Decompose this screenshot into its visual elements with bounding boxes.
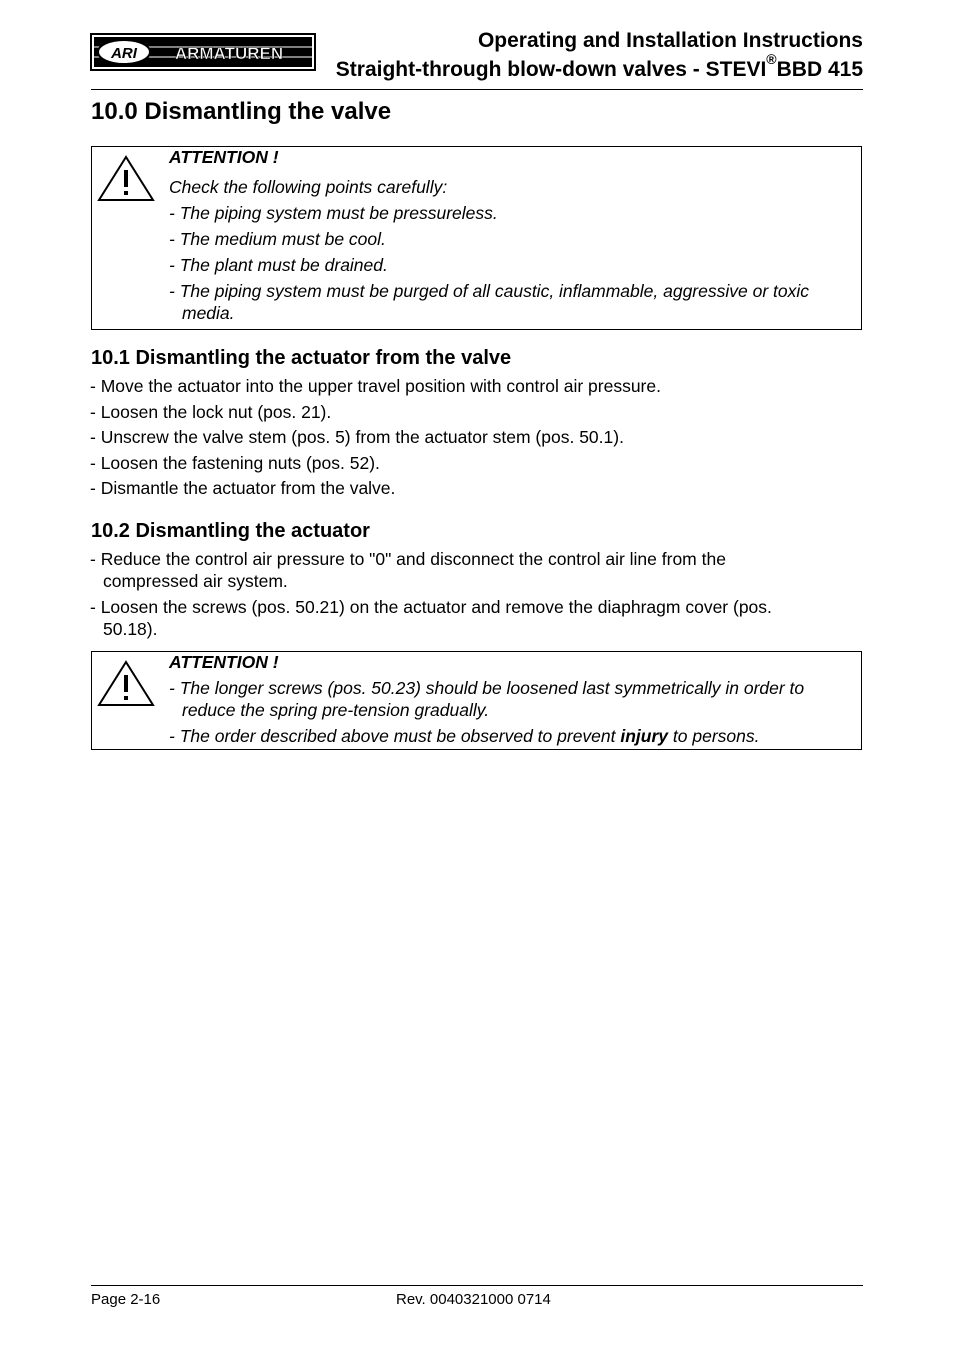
attention-heading: ATTENTION ! bbox=[169, 652, 279, 672]
warning-triangle-icon bbox=[97, 659, 155, 707]
ari-armaturen-logo bbox=[90, 33, 316, 71]
revision-number: Rev. 0040321000 0714 bbox=[396, 1291, 551, 1308]
attention-emphasis: injury bbox=[620, 726, 669, 746]
title-line-2 bbox=[335, 51, 863, 84]
attention-box-1-content bbox=[169, 147, 853, 324]
attention-item: - The piping system must be pressureless. bbox=[169, 203, 498, 223]
section-title: 10.0 Dismantling the valve bbox=[91, 98, 392, 125]
subsection-10-2-title: 10.2 Dismantling the actuator bbox=[91, 520, 370, 542]
attention-box-1 bbox=[91, 146, 862, 330]
step-item: - Unscrew the valve stem (pos. 5) from the actuator stem (pos. 50.1). bbox=[90, 427, 624, 447]
logo-emblem-text: ARI bbox=[111, 45, 137, 62]
attention-item bbox=[169, 725, 853, 747]
title-product: Straight-through blow-down valves - STEVI bbox=[335, 58, 767, 81]
attention-box-2-content bbox=[169, 652, 853, 747]
attention-intro: Check the following points carefully: bbox=[169, 177, 448, 197]
attention-box-2 bbox=[91, 651, 862, 750]
page-number: Page 2-16 bbox=[91, 1291, 161, 1308]
subsection-10-2-steps bbox=[90, 548, 802, 640]
step-item: - Dismantle the actuator from the valve. bbox=[90, 478, 396, 498]
warning-triangle-icon bbox=[97, 154, 155, 202]
step-item: - Reduce the control air pressure to "0" and disconnect the control air line from the compressed air system. bbox=[90, 549, 726, 591]
step-item: - Loosen the lock nut (pos. 21). bbox=[90, 401, 332, 422]
step-item: - Loosen the fastening nuts (pos. 52). bbox=[90, 452, 380, 473]
attention-item: - The plant must be drained. bbox=[169, 255, 388, 275]
attention-item: - The piping system must be purged of all caustic, inflammable, aggressive or toxic media. bbox=[169, 281, 810, 323]
logo-name-text: ARMATUREN bbox=[174, 44, 284, 63]
attention-item-text: to persons. bbox=[668, 726, 760, 746]
attention-item-text: - The order described above must be observed to prevent bbox=[169, 726, 621, 746]
title-line-1: Operating and Installation Instructions bbox=[477, 29, 863, 52]
title-model: BBD 415 bbox=[776, 58, 863, 81]
footer-divider bbox=[91, 1285, 863, 1286]
step-item: - Loosen the screws (pos. 50.21) on the actuator and remove the diaphragm cover (pos. 50.18). bbox=[90, 597, 772, 639]
registered-mark: ® bbox=[766, 51, 777, 67]
step-item: - Move the actuator into the upper travel position with control air pressure. bbox=[90, 376, 661, 396]
header-divider bbox=[91, 89, 863, 90]
attention-item: - The longer screws (pos. 50.23) should be loosened last symmetrically in order to reduce the spring pre-tension gradually. bbox=[169, 678, 805, 720]
subsection-10-1-steps bbox=[90, 375, 870, 499]
attention-heading: ATTENTION ! bbox=[169, 147, 279, 167]
document-title bbox=[336, 26, 863, 84]
attention-item: - The medium must be cool. bbox=[169, 229, 386, 249]
subsection-10-1-title: 10.1 Dismantling the actuator from the valve bbox=[91, 347, 512, 369]
